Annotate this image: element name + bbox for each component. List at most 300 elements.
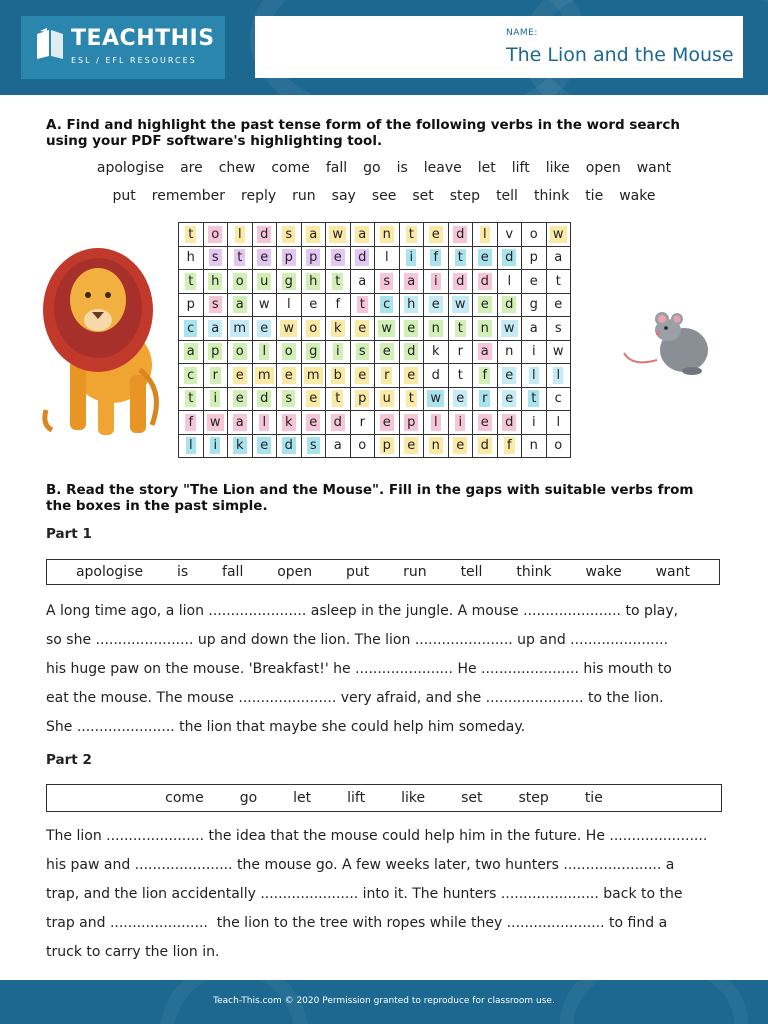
grid-cell[interactable] [522, 246, 547, 270]
grid-cell[interactable] [448, 387, 473, 411]
grid-letter: i [455, 414, 465, 431]
grid-letter: i [210, 390, 220, 407]
grid-letter: f [335, 297, 341, 313]
verb-item: fall [325, 160, 348, 176]
verb-item: are [180, 160, 203, 176]
grid-letter: o [233, 343, 247, 360]
grid-cell[interactable] [301, 340, 326, 364]
grid-letter: p [404, 414, 418, 431]
grid-cell[interactable] [350, 434, 375, 458]
grid-cell[interactable] [350, 223, 375, 247]
grid-cell[interactable] [252, 411, 277, 435]
grid-cell[interactable] [448, 364, 473, 388]
word-box-item: like [401, 790, 426, 806]
grid-cell[interactable] [399, 387, 424, 411]
grid-cell[interactable] [228, 293, 253, 317]
grid-cell[interactable] [301, 317, 326, 341]
grid-letter: r [457, 344, 463, 360]
grid-cell[interactable] [301, 270, 326, 294]
grid-cell[interactable] [277, 223, 302, 247]
grid-letter: t [406, 390, 417, 407]
grid-cell[interactable] [326, 293, 351, 317]
grid-cell[interactable] [179, 317, 204, 341]
verb-item: open [585, 160, 621, 176]
grid-letter: m [255, 367, 274, 384]
grid-letter: w [207, 414, 224, 431]
grid-letter: a [233, 296, 247, 313]
verb-item: want [636, 160, 672, 176]
grid-cell[interactable] [424, 317, 449, 341]
grid-letter: p [282, 249, 296, 266]
grid-cell[interactable] [326, 223, 351, 247]
section-b-instruction [46, 482, 693, 514]
grid-cell[interactable] [203, 223, 228, 247]
grid-cell[interactable] [448, 270, 473, 294]
verb-item: come [271, 160, 310, 176]
grid-cell[interactable] [252, 246, 277, 270]
grid-cell[interactable] [473, 246, 498, 270]
grid-cell[interactable] [375, 293, 400, 317]
grid-cell[interactable] [522, 340, 547, 364]
verb-item: set [412, 188, 434, 204]
grid-letter: t [357, 296, 368, 313]
grid-cell[interactable] [497, 223, 522, 247]
grid-cell[interactable] [546, 246, 571, 270]
logo-subtitle: ESL / EFL RESOURCES [71, 56, 197, 65]
grid-cell[interactable] [497, 387, 522, 411]
grid-cell[interactable] [179, 434, 204, 458]
grid-letter: h [208, 273, 222, 290]
grid-letter: a [404, 273, 418, 290]
grid-cell[interactable] [375, 411, 400, 435]
grid-cell[interactable] [448, 293, 473, 317]
grid-cell[interactable] [375, 246, 400, 270]
word-box-item: step [518, 790, 549, 806]
grid-cell[interactable] [375, 364, 400, 388]
grid-cell[interactable] [399, 364, 424, 388]
verb-item: tell [496, 188, 518, 204]
grid-cell[interactable] [399, 340, 424, 364]
word-box-item: fall [222, 564, 244, 580]
grid-letter: l [480, 226, 490, 243]
grid-cell[interactable] [497, 270, 522, 294]
grid-letter: k [233, 437, 247, 454]
logo-text: TEACHTHIS [71, 26, 215, 51]
grid-cell[interactable] [252, 387, 277, 411]
grid-cell[interactable] [375, 223, 400, 247]
section-a-instruction-line1: A. Find and highlight the past tense form of the following verbs in the word search [46, 117, 680, 133]
grid-letter: h [186, 250, 195, 266]
grid-cell[interactable] [252, 270, 277, 294]
grid-cell[interactable] [473, 317, 498, 341]
grid-cell[interactable] [546, 317, 571, 341]
grid-cell[interactable] [473, 411, 498, 435]
grid-cell[interactable] [203, 317, 228, 341]
grid-cell[interactable] [277, 411, 302, 435]
grid-letter: w [552, 344, 564, 360]
grid-letter: l [186, 437, 196, 454]
grid-letter: s [209, 296, 222, 313]
grid-letter: o [306, 320, 320, 337]
grid-row [179, 411, 571, 435]
grid-cell[interactable] [277, 387, 302, 411]
grid-cell[interactable] [473, 340, 498, 364]
section-b-instruction-line2: the boxes in the past simple. [46, 498, 268, 514]
grid-letter: d [331, 414, 345, 431]
grid-cell[interactable] [203, 434, 228, 458]
grid-cell[interactable] [179, 223, 204, 247]
grid-cell[interactable] [326, 246, 351, 270]
grid-cell[interactable] [326, 364, 351, 388]
grid-cell[interactable] [473, 270, 498, 294]
grid-cell[interactable] [522, 434, 547, 458]
grid-row [179, 317, 571, 341]
grid-cell[interactable] [252, 223, 277, 247]
grid-cell[interactable] [301, 246, 326, 270]
grid-cell[interactable] [350, 364, 375, 388]
verb-item: apologise [96, 160, 165, 176]
grid-cell[interactable] [497, 293, 522, 317]
grid-cell[interactable] [522, 317, 547, 341]
grid-cell[interactable] [497, 246, 522, 270]
grid-cell[interactable] [350, 340, 375, 364]
grid-letter: u [380, 390, 394, 407]
grid-letter: p [380, 437, 394, 454]
word-box-item: set [461, 790, 483, 806]
grid-letter: o [208, 226, 222, 243]
grid-cell[interactable] [277, 317, 302, 341]
grid-letter: l [259, 414, 269, 431]
verb-item: chew [218, 160, 256, 176]
grid-cell[interactable] [203, 340, 228, 364]
part1-word-box [46, 559, 720, 585]
grid-cell[interactable] [448, 411, 473, 435]
grid-letter: e [453, 437, 467, 454]
grid-letter: e [529, 273, 538, 289]
grid-cell[interactable] [277, 293, 302, 317]
grid-cell[interactable] [424, 364, 449, 388]
grid-cell[interactable] [228, 434, 253, 458]
grid-letter: e [306, 414, 320, 431]
verb-item: think [533, 188, 570, 204]
grid-letter: b [331, 367, 345, 384]
word-box-item: let [293, 790, 312, 806]
part1-story [46, 597, 722, 742]
grid-letter: w [378, 320, 395, 337]
story-line: truck to carry the lion in. [46, 944, 220, 960]
grid-cell[interactable] [252, 364, 277, 388]
grid-cell[interactable] [399, 317, 424, 341]
grid-letter: d [453, 226, 467, 243]
grid-cell[interactable] [277, 340, 302, 364]
grid-letter: i [531, 344, 536, 360]
grid-cell[interactable] [277, 364, 302, 388]
grid-cell[interactable] [277, 270, 302, 294]
grid-letter: a [355, 226, 369, 243]
grid-cell[interactable] [326, 317, 351, 341]
verb-item: lift [511, 160, 530, 176]
grid-letter: d [478, 273, 492, 290]
story-line: The lion ...................... the idea that the mouse could help him in the future. He ...................... [46, 828, 708, 844]
grid-cell[interactable] [497, 340, 522, 364]
word-box-item: is [176, 564, 189, 580]
grid-letter: o [358, 438, 367, 454]
grid-row [179, 387, 571, 411]
grid-cell[interactable] [326, 270, 351, 294]
grid-cell[interactable] [522, 387, 547, 411]
grid-cell[interactable] [326, 434, 351, 458]
grid-cell[interactable] [424, 223, 449, 247]
verb-item: wake [619, 188, 656, 204]
grid-letter: t [555, 273, 561, 289]
verb-item: see [371, 188, 397, 204]
story-line: eat the mouse. The mouse ...................... very afraid, and she ...................... to the lion. [46, 690, 664, 706]
grid-letter: e [404, 367, 418, 384]
grid-cell[interactable] [301, 387, 326, 411]
grid-letter: t [457, 367, 463, 383]
grid-cell[interactable] [424, 411, 449, 435]
grid-cell[interactable] [473, 387, 498, 411]
grid-letter: w [280, 320, 297, 337]
grid-cell[interactable] [546, 387, 571, 411]
grid-cell[interactable] [522, 223, 547, 247]
grid-cell[interactable] [203, 293, 228, 317]
grid-cell[interactable] [228, 246, 253, 270]
section-a-instruction [46, 117, 680, 149]
grid-letter: k [282, 414, 296, 431]
grid-cell[interactable] [522, 270, 547, 294]
grid-cell[interactable] [179, 270, 204, 294]
grid-letter: d [502, 296, 516, 313]
grid-cell[interactable] [522, 293, 547, 317]
grid-cell[interactable] [203, 270, 228, 294]
grid-cell[interactable] [350, 387, 375, 411]
grid-letter: r [359, 414, 365, 430]
grid-cell[interactable] [252, 317, 277, 341]
grid-cell[interactable] [546, 434, 571, 458]
header-banner [0, 0, 768, 95]
grid-letter: a [478, 343, 492, 360]
grid-cell[interactable] [350, 270, 375, 294]
grid-cell[interactable] [375, 434, 400, 458]
section-a-instruction-line2: using your PDF software's highlighting tool. [46, 133, 383, 149]
grid-cell[interactable] [350, 317, 375, 341]
grid-letter: d [453, 273, 467, 290]
grid-cell[interactable] [424, 270, 449, 294]
worksheet-title: The Lion and the Mouse [506, 44, 734, 66]
story-line: A long time ago, a lion ...................... asleep in the jungle. A mouse ...................... to play, [46, 603, 679, 619]
grid-cell[interactable] [497, 434, 522, 458]
grid-cell[interactable] [546, 411, 571, 435]
grid-cell[interactable] [252, 434, 277, 458]
grid-letter: d [431, 367, 440, 383]
grid-letter: o [233, 273, 247, 290]
grid-cell[interactable] [497, 317, 522, 341]
grid-cell[interactable] [277, 434, 302, 458]
grid-cell[interactable] [424, 246, 449, 270]
grid-cell[interactable] [326, 411, 351, 435]
grid-cell[interactable] [228, 270, 253, 294]
grid-cell[interactable] [203, 411, 228, 435]
grid-cell[interactable] [546, 223, 571, 247]
grid-cell[interactable] [252, 340, 277, 364]
grid-letter: t [332, 273, 343, 290]
grid-letter: a [306, 226, 320, 243]
grid-cell[interactable] [301, 411, 326, 435]
grid-letter: h [404, 296, 418, 313]
grid-cell[interactable] [546, 270, 571, 294]
grid-cell[interactable] [301, 293, 326, 317]
grid-cell[interactable] [424, 434, 449, 458]
grid-letter: e [502, 390, 516, 407]
grid-cell[interactable] [301, 364, 326, 388]
grid-cell[interactable] [448, 434, 473, 458]
part1-label: Part 1 [46, 526, 92, 542]
grid-cell[interactable] [399, 411, 424, 435]
mouse-illustration [622, 305, 712, 380]
word-box-item: lift [347, 790, 366, 806]
grid-cell[interactable] [546, 293, 571, 317]
grid-letter: d [404, 343, 418, 360]
grid-letter: a [333, 438, 342, 454]
grid-cell[interactable] [399, 270, 424, 294]
word-box-item: go [239, 790, 258, 806]
grid-cell[interactable] [522, 364, 547, 388]
grid-letter: d [478, 437, 492, 454]
grid-letter: w [452, 296, 469, 313]
grid-cell[interactable] [375, 317, 400, 341]
grid-letter: e [404, 320, 418, 337]
grid-cell[interactable] [179, 411, 204, 435]
verb-item: go [363, 160, 381, 176]
grid-cell[interactable] [301, 434, 326, 458]
grid-letter: v [505, 226, 514, 242]
grid-cell[interactable] [228, 387, 253, 411]
grid-cell[interactable] [424, 340, 449, 364]
grid-letter: f [185, 414, 196, 431]
grid-cell[interactable] [399, 293, 424, 317]
grid-letter: n [505, 344, 514, 360]
grid-letter: c [554, 391, 562, 407]
grid-cell[interactable] [228, 364, 253, 388]
grid-cell[interactable] [399, 246, 424, 270]
grid-letter: s [307, 437, 320, 454]
logo[interactable] [21, 16, 225, 79]
grid-cell[interactable] [228, 411, 253, 435]
grid-cell[interactable] [448, 340, 473, 364]
grid-cell[interactable] [326, 387, 351, 411]
grid-cell[interactable] [424, 387, 449, 411]
verb-item: put [112, 188, 136, 204]
grid-letter: s [554, 320, 562, 336]
grid-cell[interactable] [179, 246, 204, 270]
grid-letter: d [502, 414, 516, 431]
grid-cell[interactable] [350, 293, 375, 317]
grid-letter: e [478, 249, 492, 266]
grid-cell[interactable] [203, 364, 228, 388]
part2-word-box [46, 784, 722, 812]
grid-letter: e [502, 367, 516, 384]
grid-cell[interactable] [448, 317, 473, 341]
grid-letter: e [404, 437, 418, 454]
grid-letter: i [406, 249, 416, 266]
grid-cell[interactable] [203, 246, 228, 270]
grid-cell[interactable] [473, 434, 498, 458]
verb-list-row2 [46, 188, 722, 204]
grid-cell[interactable] [179, 364, 204, 388]
grid-cell[interactable] [448, 223, 473, 247]
grid-cell[interactable] [228, 340, 253, 364]
grid-letter: d [257, 390, 271, 407]
grid-cell[interactable] [228, 223, 253, 247]
grid-cell[interactable] [326, 340, 351, 364]
grid-row [179, 293, 571, 317]
grid-cell[interactable] [375, 270, 400, 294]
grid-cell[interactable] [424, 293, 449, 317]
grid-letter: m [304, 367, 323, 384]
grid-letter: g [282, 273, 296, 290]
grid-cell[interactable] [473, 293, 498, 317]
part2-label: Part 2 [46, 752, 92, 768]
grid-cell[interactable] [448, 246, 473, 270]
grid-letter: e [257, 320, 271, 337]
grid-row [179, 246, 571, 270]
grid-cell[interactable] [399, 434, 424, 458]
grid-cell[interactable] [399, 223, 424, 247]
grid-cell[interactable] [277, 246, 302, 270]
name-label: NAME: [506, 28, 538, 38]
grid-cell[interactable] [473, 364, 498, 388]
word-box-item: think [516, 564, 552, 580]
grid-cell[interactable] [522, 411, 547, 435]
grid-cell[interactable] [350, 411, 375, 435]
word-box-item: come [165, 790, 204, 806]
grid-letter: e [355, 367, 369, 384]
grid-cell[interactable] [497, 364, 522, 388]
grid-cell[interactable] [546, 364, 571, 388]
grid-letter: e [282, 367, 296, 384]
lion-illustration [40, 240, 165, 440]
grid-letter: k [331, 320, 345, 337]
grid-letter: e [478, 296, 492, 313]
grid-cell[interactable] [497, 411, 522, 435]
grid-letter: s [380, 273, 393, 290]
grid-letter: p [208, 343, 222, 360]
grid-cell[interactable] [473, 223, 498, 247]
grid-cell[interactable] [546, 340, 571, 364]
grid-cell[interactable] [228, 317, 253, 341]
grid-cell[interactable] [350, 246, 375, 270]
grid-row [179, 270, 571, 294]
grid-cell[interactable] [301, 223, 326, 247]
grid-cell[interactable] [179, 387, 204, 411]
word-box-item: apologise [75, 564, 144, 580]
grid-cell[interactable] [375, 340, 400, 364]
grid-letter: g [306, 343, 320, 360]
grid-letter: s [282, 390, 295, 407]
grid-letter: i [333, 343, 343, 360]
grid-letter: i [431, 273, 441, 290]
grid-letter: e [453, 390, 467, 407]
grid-cell[interactable] [252, 293, 277, 317]
grid-letter: l [384, 250, 389, 266]
grid-letter: e [233, 367, 247, 384]
grid-cell[interactable] [179, 293, 204, 317]
grid-cell[interactable] [203, 387, 228, 411]
grid-cell[interactable] [375, 387, 400, 411]
grid-cell[interactable] [179, 340, 204, 364]
grid-letter: a [529, 320, 538, 336]
